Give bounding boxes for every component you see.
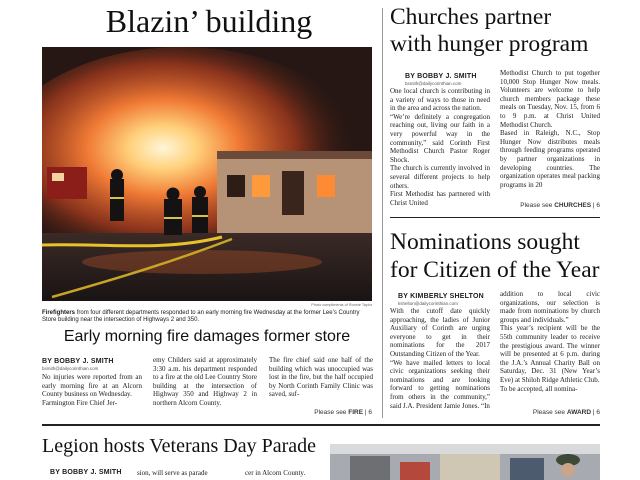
photo-caption xyxy=(42,310,372,325)
churches-continued: Please see CHURCHES | 6 xyxy=(520,202,600,209)
caption-text: from four different departments responded to an early morning fire Wednesday at the former Lee’s Country Store building near the intersection of Highways 2 and 350. xyxy=(42,310,360,324)
fire-continued: Please see FIRE | 6 xyxy=(314,409,372,416)
nominations-headline-line2: for Citizen of the Year xyxy=(390,257,600,283)
continued-section: FIRE xyxy=(348,409,364,416)
fire-body-col1: No injuries were reported from an early morning fire at an Alcorn County business on Wednesday. Farmington Fire Chief Jer- xyxy=(42,373,142,407)
continued-label: Please see xyxy=(532,409,566,416)
continued-page: 6 xyxy=(596,409,600,416)
legion-headline: Legion hosts Veterans Day Parade xyxy=(42,435,317,457)
photo-credit: Photo compliments of Ronnie Taylor xyxy=(311,303,372,307)
nominations-headline-line1: Nominations sought xyxy=(390,229,580,255)
churches-body-col1: One local church is contributing in a variety of ways to those in need in the area and across the nation. “We’re definitely a congregation reaching out, living our faith in a very powerful way in the community,” said Corinth First Methodist Church Pastor Roger Shock. The church is currently involved in several different projects to help others. First Methodist has partnered with Christ United xyxy=(390,87,490,207)
churches-headline-line2: with hunger program xyxy=(390,31,589,57)
nominations-byline: BY KIMBERLY SHELTON xyxy=(398,293,484,300)
legion-byline: BY BOBBY J. SMITH xyxy=(50,469,122,476)
parade-scene-graphic xyxy=(330,444,600,480)
nominations-body-col2: addition to local civic organizations, our selection is made from nominations by church groups and individuals.” This year’s recipient will be the 55th community leader to receive the prestigious award. The winner will be presented at 6 p.m. during the J.A.’s Annual Charity Ball on Saturday, Dec. 31 (New Year’s Eve) at Shiloh Ridge Athletic Club. To be accepted, all nomina- xyxy=(500,290,600,393)
section-rule xyxy=(390,217,600,218)
parade-photo xyxy=(330,444,600,480)
nominations-body-col1: With the cutoff date quickly approaching, the ladies of Junior Auxiliary of Corinth are urging everyone to get in their nominations for the 2017 Outstanding Citizen of the Year. “We have mailed letters to local civic organizations seeking their nominations and are looking forward to getting nominations from others in the community,” said J.A. President Jamie Jones. “In xyxy=(390,307,490,410)
column-divider xyxy=(382,8,383,418)
fire-scene-graphic xyxy=(42,47,372,301)
fire-photo xyxy=(42,47,372,301)
nominations-byline-email: kshelton@dailycorinthian.com xyxy=(398,301,458,306)
nominations-continued: Please see AWARD | 6 xyxy=(532,409,600,416)
fire-byline: BY BOBBY J. SMITH xyxy=(42,358,114,365)
continued-page: 6 xyxy=(596,202,600,209)
churches-byline-email: bsmith@dailycorinthian.com xyxy=(405,81,462,86)
continued-page: 6 xyxy=(368,409,372,416)
churches-body-col2: Methodist Church to put together 10,000 Stop Hunger Now meals. Volunteers are welcome to help church members package these meals on Tuesday, Nov. 15, from 6 to 9 p.m. at Christ United Methodist Church. Based in Raleigh, N.C., Stop Hunger Now distributes meals through feeding programs operated by partner organizations in developing countries. The organization operates meal packing programs in 20 xyxy=(500,69,600,189)
continued-section: CHURCHES xyxy=(554,202,592,209)
continued-label: Please see xyxy=(314,409,347,416)
churches-headline-line1: Churches partner xyxy=(390,4,552,30)
fire-subhead: Early morning fire damages former store xyxy=(63,328,351,345)
churches-byline: BY BOBBY J. SMITH xyxy=(405,73,477,80)
fire-body-col3: The fire chief said one half of the building which was unoccupied was lost in the fire, but the half occupied by North Corinth Family Clinic was saved, suf- xyxy=(269,356,373,399)
fire-byline-email: bsmith@dailycorinthian.com xyxy=(42,366,99,371)
continued-section: AWARD xyxy=(566,409,592,416)
legion-body-col3: cer in Alcorn County. xyxy=(245,469,306,477)
nominations-headline xyxy=(390,228,605,284)
bottom-section-rule xyxy=(42,424,600,426)
churches-headline xyxy=(390,4,605,58)
caption-lead: Firefighters xyxy=(42,310,76,316)
fire-body-col2: emy Childers said at approximately 3:30 a.m. his department responded to a fire at the old Lee Country Store building at the intersection of Highway 350 and Highway 2 in northern Alcorn County. xyxy=(153,356,257,407)
continued-label: Please see xyxy=(520,202,553,209)
legion-body-col2: sion, will serve as parade xyxy=(137,469,208,477)
fire-headline: Blazin’ building xyxy=(105,3,313,39)
